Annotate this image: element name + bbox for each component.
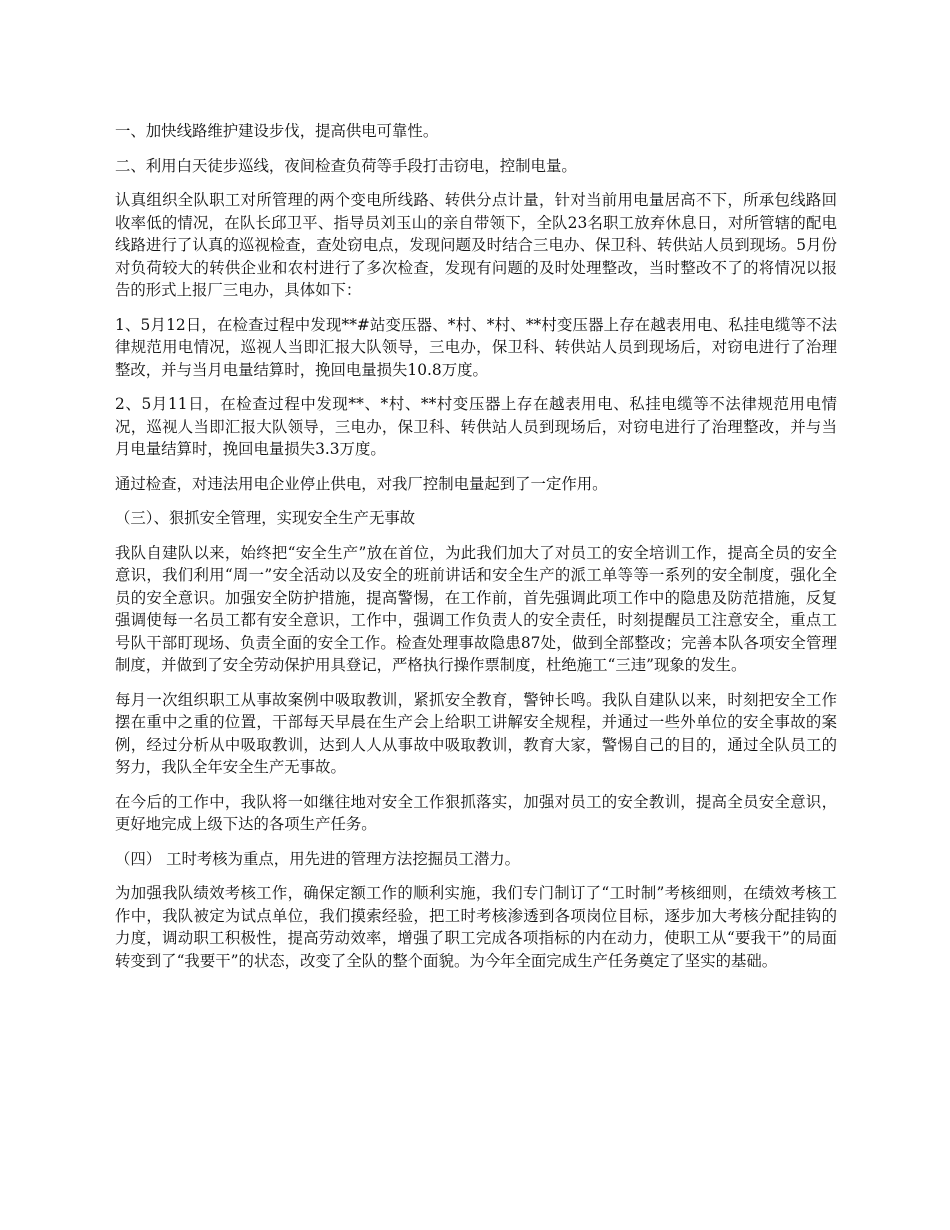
section-heading-anti-theft: 二、利用白天徒步巡线，夜间检查负荷等手段打击窃电，控制电量。 <box>115 156 577 175</box>
paragraph-safety-future: 在今后的工作中，我队将一如继往地对安全工作狠抓落实，加强对员工的安全教训，提高全员安全意识，更好地完成上级下达的各项生产任务。 <box>115 792 837 833</box>
section-heading-line-maintenance: 一、加快线路维护建设步伐，提高供电可靠性。 <box>115 122 439 140</box>
paragraph-safety-education: 每月一次组织职工从事故案例中吸取教训，紧抓安全教育，警钟长鸣。我队自建队以来，时刻把安全工作摆在重中之重的位置，干部每天早晨在生产会上给职工讲解安全规程，并通过一些外单位的安全事故的案例，经过分析从中吸取教训，达到人人从事故中吸取教训，教育大家，警惕自己的目的，通过全队员工的努力，我队全年安全生产无事故。 <box>115 690 837 776</box>
document-body <box>115 120 837 984</box>
paragraph-safety-training: 我队自建队以来，始终把“安全生产”放在首位，为此我们加大了对员工的安全培训工作，提高全员的安全意识，我们利用“周一”安全活动以及安全的班前讲话和安全生产的派工单等等一系列的安全制度，强化全员的安全意识。加强安全防护措施，提高警惕，在工作前，首先强调此项工作中的隐患及防范措施，反复强调使每一名员工都有安全意识，工作中，强调工作负责人的安全责任，时刻提醒员工注意安全，重点工号队干部盯现场、负责全面的安全工作。检查处理事故隐患87处，做到全部整改；完善本队各项安全管理制度，并做到了安全劳动保护用具登记，严格执行操作票制度，杜绝施工“三违”现象的发生。 <box>115 543 837 674</box>
paragraph-inspection-result: 通过检查，对违法用电企业停止供电，对我厂控制电量起到了一定作用。 <box>115 474 608 493</box>
list-item-may-12: 1、5月12日，在检查过程中发现**#站变压器、*村、*村、**村变压器上存在越表用电、私挂电缆等不法律规范用电情况，巡视人当即汇报大队领导，三电办，保卫科、转供站人员到现场后，对窃电进行了治理整改，并与当月电量结算时，挽回电量损失10.8万度。 <box>115 315 837 379</box>
paragraph-performance-assessment: 为加强我队绩效考核工作，确保定额工作的顺利实施，我们专门制订了“工时制”考核细则，在绩效考核工作中，我队被定为试点单位，我们摸索经验，把工时考核渗透到各项岗位目标，逐步加大考核分配挂钩的力度，调动职工积极性，提高劳动效率，增强了职工完成各项指标的内在动力，使职工从“要我干”的局面转变到了“我要干”的状态，改变了全队的整个面貌。为今年全面完成生产任务奠定了坚实的基础。 <box>115 884 837 970</box>
section-heading-work-hours: （四） 工时考核为重点，用先进的管理方法挖掘员工潜力。 <box>115 849 521 868</box>
paragraph-inspection-overview: 认真组织全队职工对所管理的两个变电所线路、转供分点计量，针对当前用电量居高不下，所承包线路回收率低的情况，在队长邱卫平、指导员刘玉山的亲自带领下，全队23名职工放弃休息日，对所管辖的配电线路进行了认真的巡视检查，查处窃电点，发现问题及时结合三电办、保卫科、转供站人员到现场。5月份对负荷较大的转供企业和农村进行了多次检查，发现有问题的及时处理整改，当时整改不了的将情况以报告的形式上报厂三电办，具体如下： <box>115 191 837 299</box>
section-heading-safety: （三）、狠抓安全管理，实现安全生产无事故 <box>115 509 416 527</box>
list-item-may-11: 2、5月11日，在检查过程中发现**、*村、**村变压器上存在越表用电、私挂电缆等不法律规范用电情况，巡视人当即汇报大队领导，三电办，保卫科、转供站人员到现场后，对窃电进行了治理整改，并与当月电量结算时，挽回电量损失3.3万度。 <box>115 395 837 458</box>
